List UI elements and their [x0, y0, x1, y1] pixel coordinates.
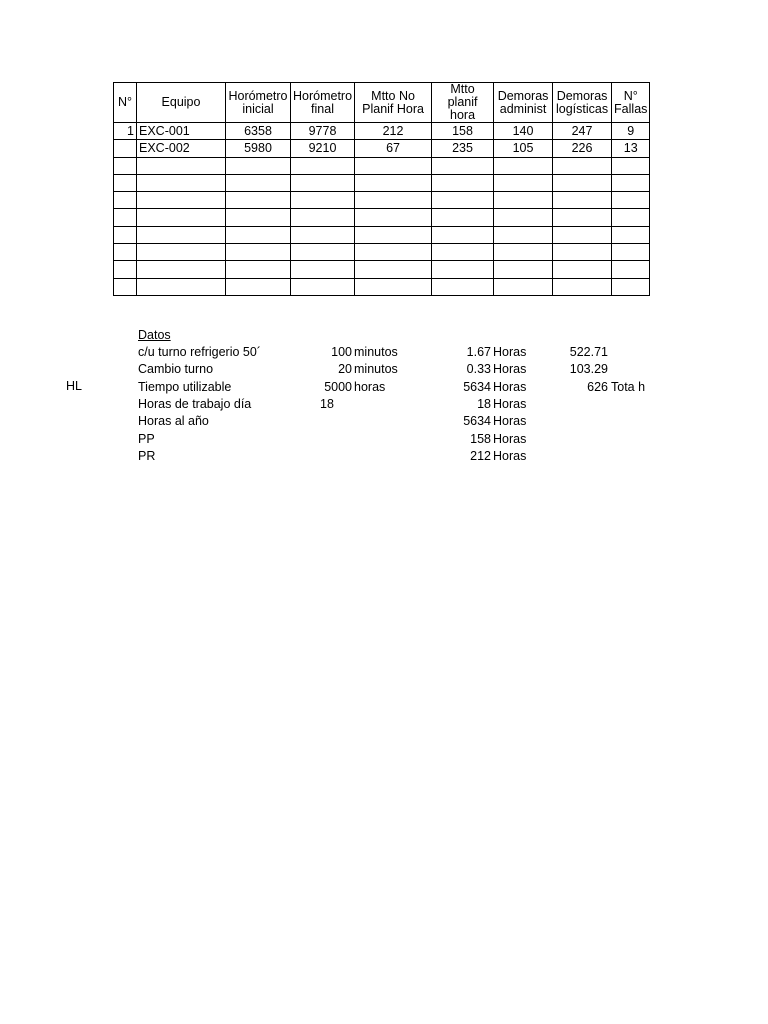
table-header-row: [114, 83, 650, 123]
table-cell[interactable]: [291, 209, 355, 226]
table-cell[interactable]: [494, 157, 553, 174]
table-cell[interactable]: [226, 209, 291, 226]
table-cell[interactable]: [432, 261, 494, 278]
table-cell[interactable]: [291, 157, 355, 174]
datos-hours: 0.33: [466, 362, 491, 377]
table-cell[interactable]: 6358: [226, 123, 291, 140]
table-cell[interactable]: 9210: [291, 140, 355, 157]
table-cell[interactable]: [355, 174, 432, 191]
datos-label: PP: [138, 431, 155, 446]
datos-label: Horas de trabajo día: [138, 396, 252, 411]
table-cell[interactable]: [612, 174, 650, 191]
table-row: [114, 192, 650, 209]
table-cell[interactable]: 9778: [291, 123, 355, 140]
table-cell[interactable]: [291, 244, 355, 261]
table-cell[interactable]: [137, 278, 226, 295]
table-cell[interactable]: [114, 140, 137, 157]
table-cell[interactable]: [291, 174, 355, 191]
table-cell[interactable]: [432, 174, 494, 191]
table-cell[interactable]: [553, 244, 612, 261]
datos-hours: 5634: [463, 414, 491, 429]
column-header: Demoras logísticas: [553, 83, 612, 123]
column-header: Horómetro final: [291, 83, 355, 123]
table-cell[interactable]: EXC-001: [137, 123, 226, 140]
table-cell[interactable]: [612, 192, 650, 209]
table-cell[interactable]: [612, 244, 650, 261]
table-cell[interactable]: 226: [553, 140, 612, 157]
table-cell[interactable]: [494, 261, 553, 278]
table-cell[interactable]: [432, 226, 494, 243]
table-cell[interactable]: 9: [612, 123, 650, 140]
datos-hours: 18: [477, 396, 491, 411]
datos-unit: horas: [354, 379, 386, 394]
table-cell[interactable]: [114, 244, 137, 261]
table-cell[interactable]: [494, 226, 553, 243]
datos-value: 20: [338, 362, 352, 377]
table-cell[interactable]: [432, 192, 494, 209]
table-cell[interactable]: [137, 157, 226, 174]
datos-title: Datos: [138, 328, 171, 342]
table-cell[interactable]: [355, 261, 432, 278]
table-row: [114, 226, 650, 243]
datos-extra: 522.71: [569, 345, 608, 359]
table-row: [114, 157, 650, 174]
column-header: N°: [114, 83, 137, 123]
table-cell[interactable]: [137, 209, 226, 226]
column-header: Mtto No Planif Hora: [355, 83, 432, 123]
table-cell[interactable]: 235: [432, 140, 494, 157]
table-cell[interactable]: [137, 192, 226, 209]
table-row: [114, 278, 650, 295]
table-cell[interactable]: [432, 278, 494, 295]
table-cell[interactable]: 247: [553, 123, 612, 140]
table-cell[interactable]: [612, 278, 650, 295]
table-cell[interactable]: [553, 261, 612, 278]
table-cell[interactable]: [494, 244, 553, 261]
table-cell[interactable]: [291, 192, 355, 209]
table-cell[interactable]: [114, 174, 137, 191]
table-cell[interactable]: [291, 226, 355, 243]
table-cell[interactable]: [494, 209, 553, 226]
table-cell[interactable]: [553, 278, 612, 295]
table-cell[interactable]: 105: [494, 140, 553, 157]
datos-extra: 103.29: [569, 362, 608, 377]
table-cell[interactable]: [494, 278, 553, 295]
table-cell[interactable]: [226, 261, 291, 278]
table-cell[interactable]: [612, 209, 650, 226]
table-cell[interactable]: [612, 226, 650, 243]
table-cell[interactable]: 1: [114, 123, 137, 140]
table-cell[interactable]: [612, 261, 650, 278]
datos-extra: 626: [587, 379, 608, 394]
datos-value: 5000: [324, 379, 352, 394]
table-row: [114, 123, 650, 140]
datos-hours: 5634: [463, 379, 491, 394]
datos-extra-unit: Tota h: [611, 379, 646, 394]
datos-hours-unit: Horas: [493, 362, 527, 377]
table-cell[interactable]: [226, 278, 291, 295]
table-cell[interactable]: [553, 174, 612, 191]
table-cell[interactable]: [553, 226, 612, 243]
table-cell[interactable]: EXC-002: [137, 140, 226, 157]
datos-hours-unit: Horas: [493, 414, 527, 429]
table-cell[interactable]: [226, 192, 291, 209]
datos-unit: minutos: [354, 362, 398, 377]
table-cell[interactable]: [355, 209, 432, 226]
table-cell[interactable]: 67: [355, 140, 432, 157]
column-header: N° Fallas: [612, 83, 650, 123]
table-row: [114, 174, 650, 191]
table-cell[interactable]: [226, 157, 291, 174]
table-cell[interactable]: 13: [612, 140, 650, 157]
table-cell[interactable]: [114, 261, 137, 278]
datos-label: Horas al año: [138, 414, 209, 429]
datos-label: Tiempo utilizable: [138, 379, 232, 394]
datos-hours-unit: Horas: [493, 379, 527, 394]
datos-value: 18: [320, 396, 334, 411]
datos-label: c/u turno refrigerio 50´: [138, 345, 261, 359]
datos-label: PR: [138, 448, 156, 463]
datos-hours: 158: [470, 431, 491, 446]
table-cell[interactable]: 212: [355, 123, 432, 140]
table-row: [114, 244, 650, 261]
table-cell[interactable]: [226, 244, 291, 261]
table-row: [114, 209, 650, 226]
datos-hours-unit: Horas: [493, 396, 527, 411]
datos-hours: 212: [470, 448, 491, 463]
table-cell[interactable]: [355, 278, 432, 295]
table-cell[interactable]: [553, 209, 612, 226]
datos-hours-unit: Horas: [493, 345, 527, 359]
table-cell[interactable]: [114, 157, 137, 174]
table-cell[interactable]: [137, 226, 226, 243]
table-cell[interactable]: [291, 278, 355, 295]
table-cell[interactable]: 140: [494, 123, 553, 140]
table-cell[interactable]: [355, 244, 432, 261]
table-cell[interactable]: [114, 209, 137, 226]
column-header: Mtto planif hora: [432, 83, 494, 123]
table-cell[interactable]: [114, 226, 137, 243]
table-cell[interactable]: 158: [432, 123, 494, 140]
table-cell[interactable]: [432, 209, 494, 226]
datos-unit: minutos: [354, 345, 398, 359]
table-cell[interactable]: [114, 278, 137, 295]
table-cell[interactable]: [137, 174, 226, 191]
datos-hours: 1.67: [466, 345, 491, 359]
table-cell[interactable]: [137, 261, 226, 278]
table-cell[interactable]: [553, 157, 612, 174]
hl-label: HL: [66, 379, 82, 393]
column-header: Demoras administ: [494, 83, 553, 123]
equipment-table: [113, 82, 650, 296]
table-cell[interactable]: [226, 174, 291, 191]
table-cell[interactable]: [432, 157, 494, 174]
table-cell[interactable]: [432, 244, 494, 261]
table-row: [114, 261, 650, 278]
table-cell[interactable]: [355, 226, 432, 243]
table-cell[interactable]: [494, 174, 553, 191]
datos-hours-unit: Horas: [493, 431, 527, 446]
datos-value: 100: [331, 345, 352, 359]
datos-hours-unit: Horas: [493, 448, 527, 463]
datos-label: Cambio turno: [138, 362, 214, 377]
table-cell[interactable]: [355, 157, 432, 174]
table-cell[interactable]: [114, 192, 137, 209]
table-cell[interactable]: [137, 244, 226, 261]
table-cell[interactable]: [553, 192, 612, 209]
table-cell[interactable]: [612, 157, 650, 174]
column-header: Equipo: [137, 83, 226, 123]
table-row: [114, 140, 650, 157]
table-cell[interactable]: [494, 192, 553, 209]
column-header: Horómetro inicial: [226, 83, 291, 123]
table-cell[interactable]: [291, 261, 355, 278]
table-cell[interactable]: [226, 226, 291, 243]
table-cell[interactable]: [355, 192, 432, 209]
table-cell[interactable]: 5980: [226, 140, 291, 157]
